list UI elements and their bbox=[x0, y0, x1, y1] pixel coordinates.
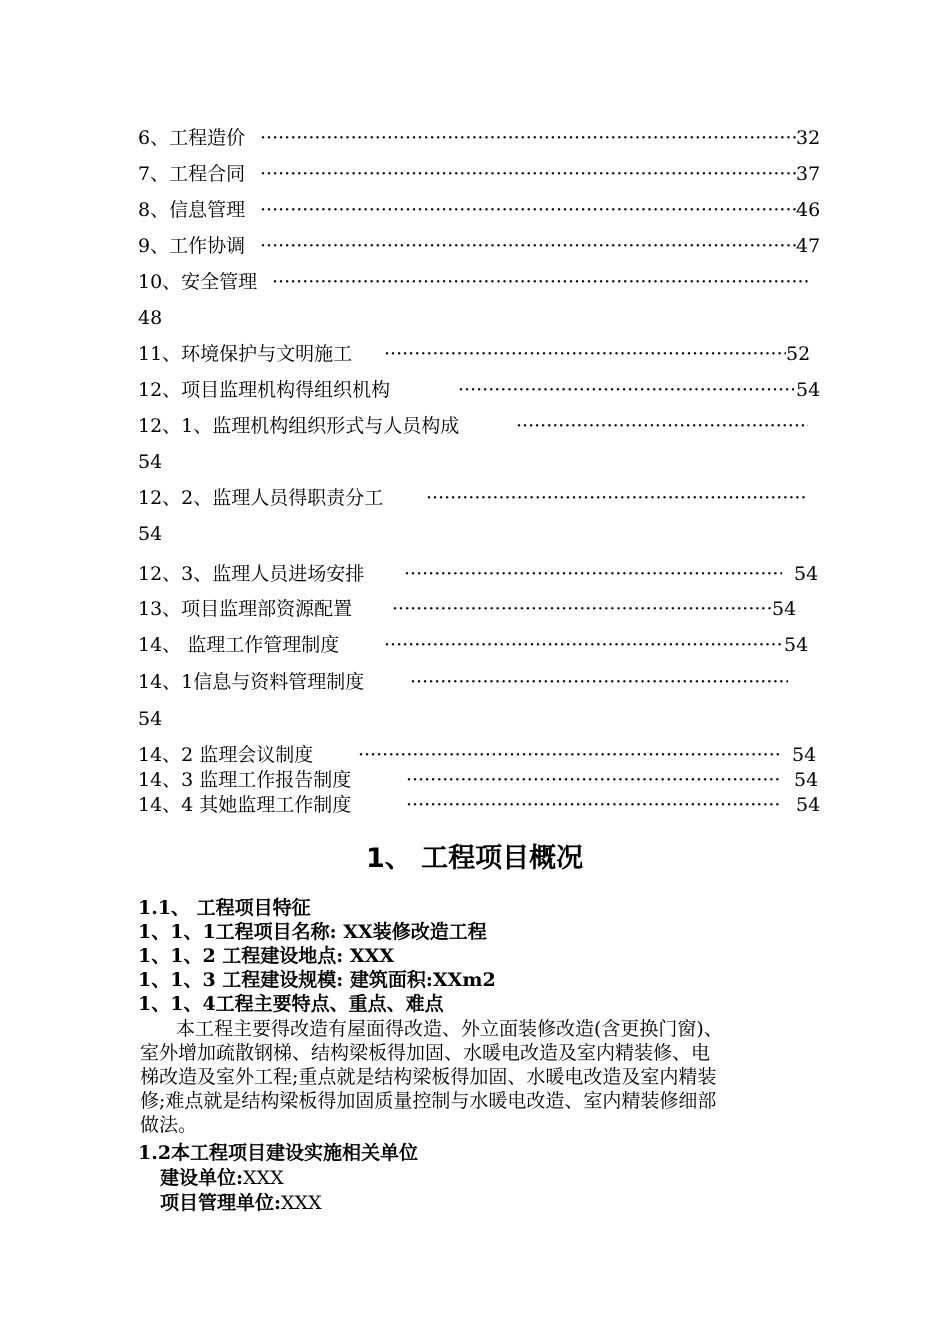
toc-leader bbox=[406, 793, 782, 817]
toc-entry-label: 7、工程合同 bbox=[138, 163, 246, 185]
toc-leader bbox=[426, 486, 808, 510]
toc-entry-label: 13、项目监理部资源配置 bbox=[138, 598, 353, 620]
toc-entry-page: 54 bbox=[772, 598, 797, 620]
toc-entry-page: 54 bbox=[794, 769, 819, 791]
toc-entry-page: 54 bbox=[784, 634, 809, 656]
paragraph-line: 修;难点就是结构梁板得加固质量控制与水暖电改造、室内精装修细部 bbox=[140, 1090, 717, 1112]
section-title: 1、 工程项目概况 bbox=[366, 843, 584, 874]
toc-leader bbox=[260, 234, 796, 258]
paragraph-line: 本工程主要得改造有屋面得改造、外立面装修改造(含更换门窗)、 bbox=[176, 1018, 723, 1040]
toc-entry-page: 54 bbox=[794, 563, 819, 585]
toc-entry-page: 32 bbox=[796, 127, 821, 149]
toc-leader bbox=[458, 378, 794, 402]
toc-leader bbox=[358, 743, 782, 767]
toc-entry-label: 14、2 监理会议制度 bbox=[138, 744, 314, 766]
mgmt-unit-label: 项目管理单位: bbox=[160, 1192, 282, 1214]
toc-entry-label: 14、1信息与资料管理制度 bbox=[138, 671, 365, 693]
toc-leader bbox=[384, 633, 784, 657]
toc-entry-page: 54 bbox=[138, 708, 163, 730]
toc-entry-label: 12、项目监理机构得组织机构 bbox=[138, 379, 391, 401]
toc-entry-page: 54 bbox=[138, 451, 163, 473]
item-heading: 1、1、3 工程建设规模: 建筑面积:XXm2 bbox=[138, 969, 496, 991]
toc-entry-label: 6、工程造价 bbox=[138, 127, 246, 149]
toc-entry-label: 9、工作协调 bbox=[138, 235, 246, 257]
toc-entry-page: 54 bbox=[796, 379, 821, 401]
toc-entry-label: 14、3 监理工作报告制度 bbox=[138, 769, 352, 791]
paragraph-line: 做法。 bbox=[140, 1114, 198, 1136]
toc-entry-label: 12、3、监理人员进场安排 bbox=[138, 563, 365, 585]
paragraph-line: 梯改造及室外工程;重点就是结构梁板得加固、水暖电改造及室内精装 bbox=[140, 1066, 717, 1088]
toc-leader bbox=[384, 342, 786, 366]
toc-entry-label: 14、4 其她监理工作制度 bbox=[138, 794, 352, 816]
toc-entry-label: 11、环境保护与文明施工 bbox=[138, 343, 353, 365]
toc-leader bbox=[516, 414, 808, 438]
build-unit-label: 建设单位: bbox=[160, 1167, 244, 1189]
toc-leader bbox=[260, 126, 796, 150]
toc-leader bbox=[410, 670, 788, 694]
toc-entry-page: 37 bbox=[796, 163, 821, 185]
mgmt-unit-row bbox=[160, 1191, 322, 1215]
toc-entry-page: 54 bbox=[792, 744, 817, 766]
paragraph-line: 室外增加疏散钢梯、结构梁板得加固、水暖电改造及室内精装修、电 bbox=[140, 1042, 711, 1064]
toc-entry-label: 12、2、监理人员得职责分工 bbox=[138, 487, 384, 509]
toc-entry-page: 52 bbox=[786, 343, 811, 365]
mgmt-unit-value: XXX bbox=[281, 1192, 322, 1214]
body-paragraph bbox=[140, 1017, 840, 1137]
subsection-heading: 1.2本工程项目建设实施相关单位 bbox=[138, 1142, 419, 1164]
toc-entry-page: 47 bbox=[796, 235, 821, 257]
item-heading: 1、1、2 工程建设地点: XXX bbox=[138, 945, 395, 967]
build-unit-value: XXX bbox=[243, 1167, 284, 1189]
toc-leader bbox=[404, 562, 782, 586]
toc-entry-label: 10、安全管理 bbox=[138, 271, 258, 293]
toc-leader bbox=[260, 198, 796, 222]
toc-entry-page: 54 bbox=[796, 794, 821, 816]
toc-entry-label: 8、信息管理 bbox=[138, 199, 246, 221]
build-unit-row bbox=[160, 1166, 284, 1190]
item-heading: 1、1、4工程主要特点、重点、难点 bbox=[138, 993, 444, 1015]
toc-leader bbox=[406, 768, 782, 792]
toc-entry-label: 14、 监理工作管理制度 bbox=[138, 634, 340, 656]
toc-entry-page: 46 bbox=[796, 199, 821, 221]
toc-entry-page: 48 bbox=[138, 307, 163, 329]
toc-entry-page: 54 bbox=[138, 523, 163, 545]
toc-leader bbox=[260, 162, 796, 186]
toc-leader bbox=[272, 270, 808, 294]
toc-leader bbox=[392, 597, 772, 621]
subsection-heading: 1.1、 工程项目特征 bbox=[138, 897, 311, 919]
toc-entry-label: 12、1、监理机构组织形式与人员构成 bbox=[138, 415, 460, 437]
item-heading: 1、1、1工程项目名称: XX装修改造工程 bbox=[138, 921, 487, 943]
